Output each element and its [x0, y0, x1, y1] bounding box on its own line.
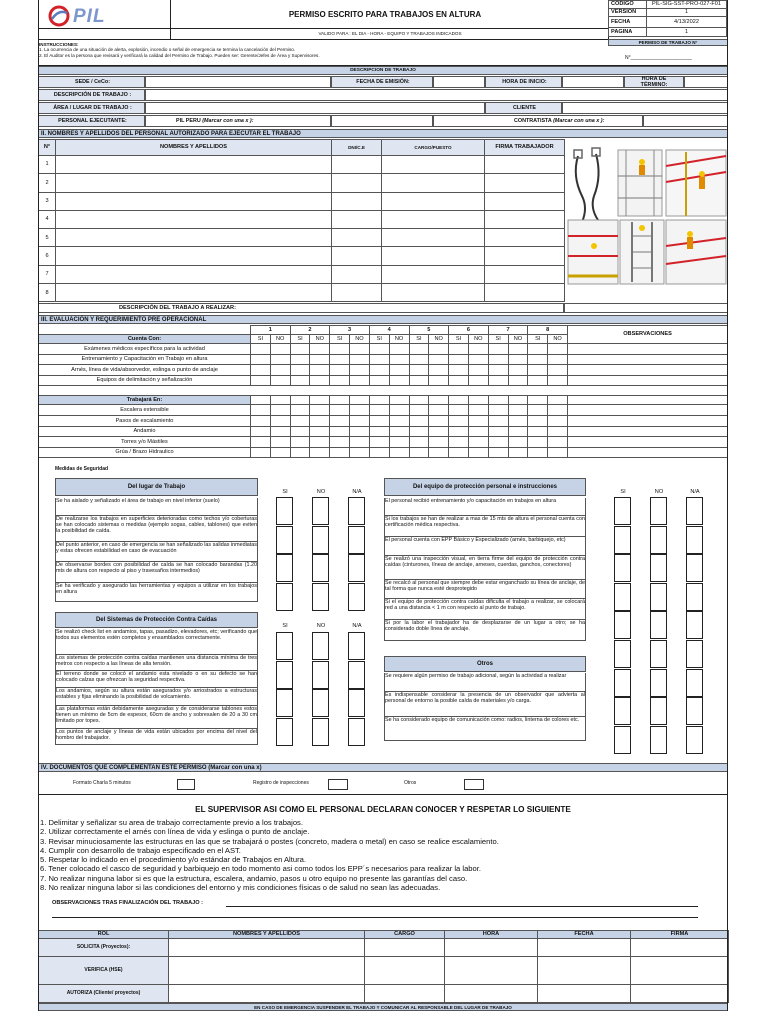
measure-item: Los puntos de anclaje y líneas de vida están ubicados por encima del nivel del hombro del trabajador. [55, 729, 258, 745]
table-row[interactable]: 8 [39, 284, 565, 302]
contractor-option[interactable]: CONTRATISTA (Marcar con una x ): [433, 115, 643, 127]
table-row[interactable]: 5 [39, 229, 565, 247]
start-time-field[interactable] [562, 76, 624, 88]
col-no: NO [654, 489, 664, 495]
end-time-label: HORA DE TÉRMINO: [624, 76, 684, 88]
measure-checkbox[interactable] [686, 669, 703, 697]
col-si: SI [282, 489, 288, 495]
measure-checkbox[interactable] [312, 718, 329, 746]
measure-item: Se ha aislado y señalizado el área de trabajo en nivel inferior (suelo) [55, 498, 258, 516]
measure-checkbox[interactable] [312, 632, 329, 660]
form-title: PERMISO ESCRITO PARA TRABAJOS EN ALTURA [288, 10, 482, 19]
table-row[interactable]: Arnés, línea de vida/absorvedor, eslinga o punto de anclaje [39, 365, 728, 376]
others-heading: Otros [384, 656, 586, 672]
permit-number-field[interactable]: N°______________________ [625, 55, 692, 61]
measure-checkbox[interactable] [686, 611, 703, 639]
measure-checkbox[interactable] [614, 726, 631, 754]
doc-5-minute-talk: Formato Charla 5 minutos [73, 780, 131, 786]
worker-col-6: 6 [449, 326, 489, 335]
measure-checkbox[interactable] [312, 554, 329, 582]
doc-others-checkbox[interactable] [464, 779, 484, 790]
declaration-item: 4. Cumplir con desarrollo de trabajo especificado en el AST. [40, 845, 241, 855]
measure-checkbox[interactable] [312, 661, 329, 689]
rooftop-worker-icon [666, 220, 726, 284]
worker-col-5: 5 [409, 326, 449, 335]
declaration-item: 7. No realizar ninguna labor si es que la estructura, escalera, andamio, pasos u otro equipo no presente las garantías del caso. [40, 873, 468, 883]
table-row[interactable]: Equipos de delimitación y señalización [39, 375, 728, 386]
measure-checkbox[interactable] [348, 497, 365, 525]
signatures-table: ROL NOMBRES Y APELLIDOS CARGO HORA FECHA FIRMA SOLICITA (Proyectos): VERIFICA (HSE) AUTORIZA (Cliente/ proyectos) [38, 930, 729, 1003]
work-description-field[interactable] [145, 89, 728, 101]
section-2-title: II. NOMBRES Y APELLIDOS DEL PERSONAL AUTORIZADO PARA EJECUTAR EL TRABAJO [38, 129, 728, 138]
measure-checkbox[interactable] [614, 526, 631, 554]
measure-item: Se requiere algún permiso de trabajo adicional, según la actividad a realizar [384, 673, 586, 692]
measure-checkbox[interactable] [650, 526, 667, 554]
guardrail-worker-icon [666, 150, 726, 216]
client-label: CLIENTE [485, 102, 562, 114]
measure-item: De observarse bordes con posibilidad de caída se han colocado barandas (1.20 mts de altura con respecto al piso y travesaños intermedios) [55, 562, 258, 583]
measure-checkbox[interactable] [686, 697, 703, 725]
table-row[interactable]: Escalera extensible [39, 405, 728, 416]
measure-checkbox[interactable] [686, 640, 703, 668]
table-row[interactable]: 4 [39, 210, 565, 228]
table-row[interactable]: 1 [39, 156, 565, 174]
col-si: SI [620, 489, 626, 495]
validity-note: VALIDO PARA : EL DIA - HORA - EQUIPO Y TRABAJOS INDICADOS [318, 31, 462, 36]
measure-item: El terreno donde se colocó el andamio esta nivelado o en su defecto se han colocado calzas que ofrezcan la seguridad respectiva. [55, 671, 258, 688]
measure-item: Si el equipo de protección contra caídas dificulta el trabajo a realizar, se colocará red a una distancia < 1 m con respecto al punto de trabajo. [384, 599, 586, 620]
measure-checkbox[interactable] [686, 526, 703, 554]
work-description-label: DESCRIPCIÓN DE TRABAJO : [38, 89, 145, 101]
executing-staff-label: PERSONAL EJECUTANTE: [38, 115, 145, 127]
harness-hooks-icon [574, 148, 600, 222]
measure-checkbox[interactable] [650, 640, 667, 668]
measure-checkbox[interactable] [312, 689, 329, 717]
measure-item: El personal recibió entrenamiento y/o capacitación en trabajos en altura [384, 498, 586, 516]
measure-checkbox[interactable] [348, 718, 365, 746]
worker-col-3: 3 [330, 326, 370, 335]
work-area-field[interactable] [145, 102, 485, 114]
measure-checkbox[interactable] [686, 554, 703, 582]
measure-checkbox[interactable] [348, 526, 365, 554]
client-field[interactable] [562, 102, 728, 114]
measure-checkbox[interactable] [348, 661, 365, 689]
measure-item: Las plataformas están debidamente aseguradas y de considerarse tablones estos tienen un mínimo de 5cm de espesor, 60cm de ancho y sobresalen de 20 a 30 cm limitado por topes. [55, 706, 258, 729]
measure-checkbox[interactable] [276, 661, 293, 689]
measure-item: Se ha considerado equipo de comunicación como: radios, linterna de colores etc. [384, 717, 586, 741]
work-to-do-field[interactable] [564, 303, 728, 313]
contractor-mark-box[interactable] [643, 115, 728, 127]
measure-item: Los sistemas de protección contra caídas mantienen una distancia mínima de tres metros con respecto a las líneas de alta tensión. [55, 655, 258, 671]
table-row[interactable]: Exámenes médicos específicos para la actividad [39, 344, 728, 355]
final-observations-label: OBSERVACIONES TRAS FINALIZACIÓN DEL TRABAJO : [52, 900, 204, 906]
table-row[interactable]: 6 [39, 247, 565, 265]
section-4-title: IV. DOCUMENTOS QUE COMPLEMENTAN ESTE PERMISO (Marcar con una x) [38, 763, 728, 772]
signature-row-requests[interactable]: SOLICITA (Proyectos): [39, 939, 729, 957]
measure-checkbox[interactable] [312, 526, 329, 554]
instructions: INSTRUCCIONES: 1. La ocurrencia de una situación de alerta, explosión, incendio o señal de emergencia se termina la cancelación del Permiso. 2. El Auditor es la persona que revisará y verificará la calidad del Permiso de Trabajo. Pueden ser: Gerente/Jefes de Área y Supervisores. [39, 42, 320, 58]
col-na: N/A [690, 489, 700, 495]
fall-protection-heading: Del Sistemas de Protección Contra Caídas [55, 612, 258, 628]
measure-item: El personal cuenta con EPP Básico y Especializado (arnés, barbiquejo, etc) [384, 537, 586, 556]
measure-item: Se recalcó al personal que siempre debe estar enganchado su línea de anclaje, de tal forma que nunca esté desprotegido [384, 580, 586, 599]
worker-col-1: 1 [251, 326, 291, 335]
meta-block: CODIGO PIL-SIG-SST-PRO-027-F01 VERSION 1 FECHA 4/13/2022 PAGINA 1 [608, 0, 728, 37]
measure-checkbox[interactable] [614, 697, 631, 725]
table-row[interactable]: Grúa / Brazo Hidraulico [39, 447, 728, 458]
work-to-do-label: DESCRIPCIÓN DEL TRABAJO A REALIZAR: [38, 303, 564, 313]
section-3-title: III. EVALUACIÓN Y REQUERIMIENTO PRE OPERACIONAL [38, 315, 728, 324]
issue-date-field[interactable] [433, 76, 485, 88]
measure-checkbox[interactable] [650, 611, 667, 639]
worker-col-2: 2 [290, 326, 330, 335]
measure-checkbox[interactable] [276, 632, 293, 660]
end-time-field[interactable] [684, 76, 728, 88]
emergency-footer: EN CASO DE EMERGENCIA SUSPENDER EL TRABAJO Y COMUNICAR AL RESPONSABLE DEL LUGAR DE TRABAJO [38, 1003, 728, 1011]
measure-item: Si por la labor el trabajador ha de desplazarse de un lugar a otro; se ha considerado doble línea de anclaje. [384, 620, 586, 641]
doc-others: Otros [404, 780, 417, 786]
pil-peru-option[interactable]: PIL PERU (Marcar con una x ): [145, 115, 331, 127]
doc-5-minute-talk-checkbox[interactable] [177, 779, 195, 790]
measure-checkbox[interactable] [614, 640, 631, 668]
safety-measures-title: Medidas de Seguridad [55, 466, 109, 472]
permit-number-label: PERMISO DE TRABAJO N° [608, 39, 728, 46]
table-row[interactable]: 3 [39, 192, 565, 210]
logo-text: PIL [73, 6, 106, 27]
doc-inspection-records: Registro de inspecciones [253, 780, 309, 786]
personnel-table: N° NOMBRES Y APELLIDOS DNI/C.E CARGO/PUESTO FIRMA TRABAJADOR 1 2 3 4 5 6 7 8 [38, 139, 565, 302]
evaluation-table: 1 2 3 4 5 6 7 8 OBSERVACIONES Cuenta Con: SI NO SI NO SI NO SI NO SI NO SI NO SI NO SI NO Exámenes médicos específicos para la actividad Entrenamiento y Capacitación en Trabajo en altura Arnés, línea de vida/absorvedor, eslinga o punto de anclaje Equipos de delimitación y señalización Trabajará En: Escalera extensible Pasos de escalamiento Andamio Torres y/o Mástiles Grúa / Brazo Hidraulico [38, 325, 728, 458]
table-row[interactable]: 2 [39, 174, 565, 192]
measure-checkbox[interactable] [614, 583, 631, 611]
ppe-heading: Del equipo de protección personal e instrucciones [384, 478, 586, 496]
table-row[interactable]: Andamio [39, 426, 728, 437]
measure-checkbox[interactable] [348, 583, 365, 611]
measure-checkbox[interactable] [650, 554, 667, 582]
issue-date-label: FECHA DE EMISIÓN: [331, 76, 433, 88]
measure-item: Se ha verificado y asegurado las herramientas y equipos a utilizar en los trabajos en altura [55, 583, 258, 602]
measure-item: De realizarse los trabajos en superficies deterioradas como techos y/o coberturas se han colocado sistemas o medidas (ejemplo sogas, cables, tablones) que eviten la posibilidad de caída. [55, 516, 258, 542]
col-na: N/A [352, 623, 362, 629]
description-section-bar: DESCRIPCION DE TRABAJO [38, 66, 728, 75]
measure-checkbox[interactable] [312, 497, 329, 525]
scaffold-worker-icon [618, 150, 662, 216]
declaration-item: 1. Delimitar y señalizar su area de trabajo correctamente previo a los trabajos. [40, 818, 303, 827]
declaration-item: 6. Tener colocado el casco de seguridad y barbiquejo en todo momento asi como todos los EPP´s necesarios para realizar la labor. [40, 864, 481, 874]
col-no: NO [316, 489, 326, 495]
measure-item: Es indispensable considerar la presencia de un observador que advierta al personal de entorno la posible caída de materiales y/o carga. [384, 692, 586, 717]
measure-checkbox[interactable] [614, 611, 631, 639]
pil-swirl-icon [48, 5, 70, 27]
measure-checkbox[interactable] [276, 554, 293, 582]
measure-checkbox[interactable] [686, 583, 703, 611]
sede-label: SEDE / CeCo: [38, 76, 145, 88]
worker-col-7: 7 [488, 326, 528, 335]
scaffold-platform-icon [568, 220, 618, 284]
col-no: NO [316, 623, 326, 629]
measure-checkbox[interactable] [686, 497, 703, 525]
table-row[interactable]: Pasos de escalamiento [39, 415, 728, 426]
declaration-item: 5. Respetar lo indicado en el procedimiento y/o estándar de Trabajos en Altura. [40, 855, 306, 865]
start-time-label: HORA DE INICIO: [485, 76, 562, 88]
declaration-title: EL SUPERVISOR ASI COMO EL PERSONAL DECLARAN CONOCER Y RESPETAR LO SIGUIENTE [195, 805, 571, 814]
table-row[interactable]: Torres y/o Mástiles [39, 437, 728, 448]
final-observations-line-2[interactable] [52, 917, 698, 918]
declaration-item: 3. Revisar minuciosamente las estructuras en las que se trabajará o postes (concreto, madera o metal) en caso se realice escalamiento. [40, 836, 499, 846]
measure-checkbox[interactable] [348, 554, 365, 582]
final-observations-line[interactable] [226, 906, 698, 907]
measure-checkbox[interactable] [276, 718, 293, 746]
measure-checkbox[interactable] [276, 583, 293, 611]
measure-checkbox[interactable] [650, 697, 667, 725]
measure-item: Se realizó una inspección visual, en tierra firme del equipo de protección contra caídas (cinturones, líneas de anclaje, arneses, cuerdas, ganchos, conectores) [384, 556, 586, 580]
fall-protection-illustrations [566, 146, 728, 288]
measure-item: Se realizó check list en andamios, tapas, pasadizo, elevadores, etc; verificando que todos sus elementos estén completos y ensamblados correctamente. [55, 629, 258, 655]
col-si: SI [282, 623, 288, 629]
measure-checkbox[interactable] [276, 689, 293, 717]
has-heading: Cuenta Con: [39, 335, 251, 344]
measure-checkbox[interactable] [650, 726, 667, 754]
sede-field[interactable] [145, 76, 331, 88]
measure-checkbox[interactable] [312, 583, 329, 611]
signature-row-verifies[interactable]: VERIFICA (HSE) [39, 957, 729, 985]
worker-col-4: 4 [369, 326, 409, 335]
ladder-worker-icon [620, 220, 664, 284]
observations-header: OBSERVACIONES [568, 326, 728, 344]
work-place-heading: Del lugar de Trabajo [55, 478, 258, 496]
measure-checkbox[interactable] [614, 554, 631, 582]
measure-item: Los andamios, según su altura están asegurados y/o arriostrados a estructuras estables y fijas eliminando la posibilidad de volcamiento. [55, 688, 258, 706]
declaration-item: 2. Utilizar correctamente el arnés con línea de vida y eslinga o punto de anclaje. [40, 827, 310, 837]
signature-row-authorizes[interactable]: AUTORIZA (Cliente/ proyectos) [39, 985, 729, 1003]
measure-checkbox[interactable] [650, 583, 667, 611]
declaration-item: 8. No realizar ninguna labor si las condiciones del entorno y mis condiciones físicas o de salud no sean las adecuadas. [40, 883, 441, 893]
pil-mark-box[interactable] [331, 115, 433, 127]
measure-checkbox[interactable] [276, 526, 293, 554]
measure-checkbox[interactable] [348, 632, 365, 660]
table-row[interactable]: 7 [39, 265, 565, 283]
logo [48, 4, 118, 28]
measure-checkbox[interactable] [614, 497, 631, 525]
measure-checkbox[interactable] [614, 669, 631, 697]
work-area-label: ÁREA / LUGAR DE TRABAJO : [38, 102, 145, 114]
worker-col-8: 8 [528, 326, 568, 335]
measure-checkbox[interactable] [650, 497, 667, 525]
measure-checkbox[interactable] [348, 689, 365, 717]
measure-item: Si los trabajos se han de realizar a mas de 15 mts de altura el personal cuenta con certificación médica respectiva. [384, 516, 586, 537]
measure-checkbox[interactable] [276, 497, 293, 525]
doc-inspection-records-checkbox[interactable] [328, 779, 348, 790]
measure-item: Del punto anterior, en caso de emergencia se han señalizado las salidas inmediatas y estas ofrecen estabilidad en caso de evacuación [55, 542, 258, 562]
measure-checkbox[interactable] [686, 726, 703, 754]
declaration-list [40, 818, 730, 892]
table-row[interactable]: Entrenamiento y Capacitación en Trabajo en altura [39, 354, 728, 365]
table-row[interactable]: Trabajará En: [39, 396, 728, 405]
measure-checkbox[interactable] [650, 669, 667, 697]
col-na: N/A [352, 489, 362, 495]
